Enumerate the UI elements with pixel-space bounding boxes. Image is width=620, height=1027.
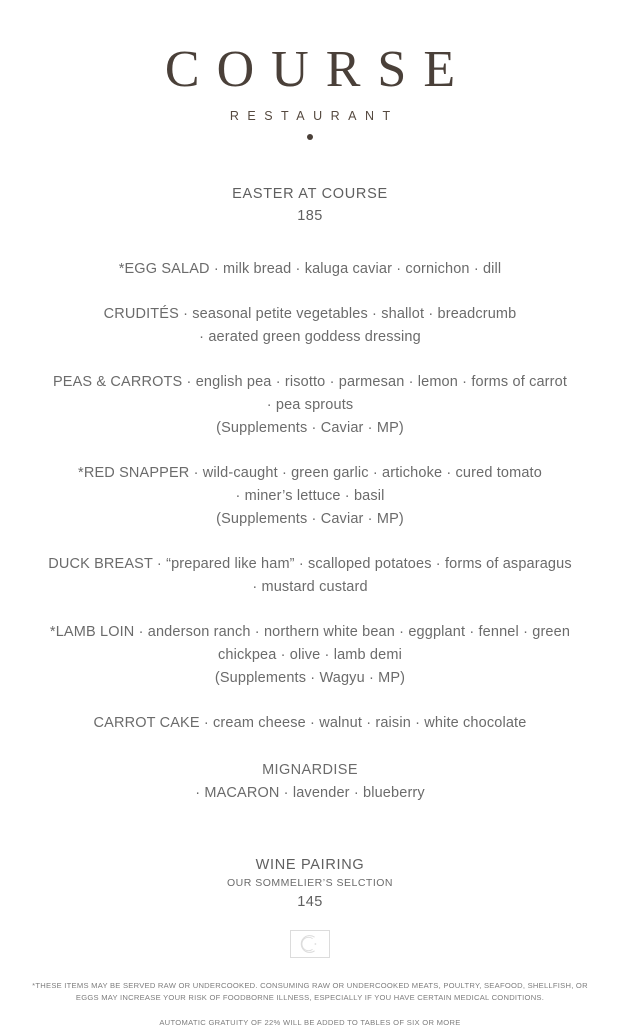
menu-price: 185: [297, 208, 323, 224]
course-line: CARROT CAKE · cream cheese · walnut · raisin · white chocolate: [93, 715, 527, 731]
wine-pairing-price: 145: [297, 894, 323, 910]
course-line: CRUDITÉS · seasonal petite vegetables · shallot · breadcrumb: [103, 306, 517, 322]
course-list: [40, 258, 580, 735]
course-item: [40, 258, 580, 281]
course-supplement-line: (Supplements · Caviar · MP): [216, 420, 404, 436]
course-item: [40, 303, 580, 349]
gratuity-notice: AUTOMATIC GRATUITY OF 22% WILL BE ADDED TO TABLES OF SIX OR MORE: [159, 1018, 461, 1027]
course-line: DUCK BREAST · “prepared like ham” · scalloped potatoes · forms of asparagus: [48, 556, 572, 572]
course-line: · aerated green goddess dressing: [199, 329, 421, 345]
wine-pairing-block: [227, 857, 393, 910]
raw-food-disclaimer: *THESE ITEMS MAY BE SERVED RAW OR UNDERCOOKED. CONSUMING RAW OR UNDERCOOKED MEATS, POULTRY, SEAFOOD, SHELLFISH, OR EGGS MAY INCREASE YOUR RISK OF FOODBORNE ILLNESS, ESPECIALLY IF YOU HAVE CERTAIN MEDICAL CONDITIONS.: [32, 981, 588, 1002]
course-line: *RED SNAPPER · wild-caught · green garlic · artichoke · cured tomato: [78, 465, 542, 481]
mignardise-line: · MACARON · lavender · blueberry: [195, 785, 425, 801]
course-item: [40, 621, 580, 690]
course-line: chickpea · olive · lamb demi: [218, 647, 402, 663]
wine-pairing-subtitle: OUR SOMMELIER’S SELCTION: [226, 877, 394, 889]
footer-notes: [10, 980, 610, 1027]
course-line: · miner’s lettuce · basil: [235, 488, 385, 504]
wine-pairing-heading: WINE PAIRING: [255, 857, 365, 873]
menu-title-block: [232, 186, 388, 224]
course-line: · pea sprouts: [266, 397, 354, 413]
brand-dot-icon: [307, 134, 313, 140]
course-item: [40, 712, 580, 735]
course-item: [40, 553, 580, 599]
logomark-badge: [290, 930, 330, 958]
course-item: [40, 371, 580, 440]
mignardise-heading: MIGNARDISE: [262, 762, 358, 778]
mignardise-block: [195, 759, 425, 805]
page-title: EASTER AT COURSE: [232, 186, 388, 202]
brand-header: [148, 41, 473, 140]
c-monogram-icon: [297, 931, 323, 957]
brand-subword: RESTAURANT: [229, 109, 399, 123]
brand-wordmark: COURSE: [164, 41, 473, 98]
course-item: [40, 462, 580, 531]
course-line: · mustard custard: [252, 579, 368, 595]
course-supplement-line: (Supplements · Wagyu · MP): [214, 670, 406, 686]
course-line: PEAS & CARROTS · english pea · risotto · parmesan · lemon · forms of carrot: [52, 374, 568, 390]
course-supplement-line: (Supplements · Caviar · MP): [216, 511, 404, 527]
course-line: *LAMB LOIN · anderson ranch · northern white bean · eggplant · fennel · green: [49, 624, 571, 640]
course-line: *EGG SALAD · milk bread · kaluga caviar · cornichon · dill: [118, 261, 502, 277]
